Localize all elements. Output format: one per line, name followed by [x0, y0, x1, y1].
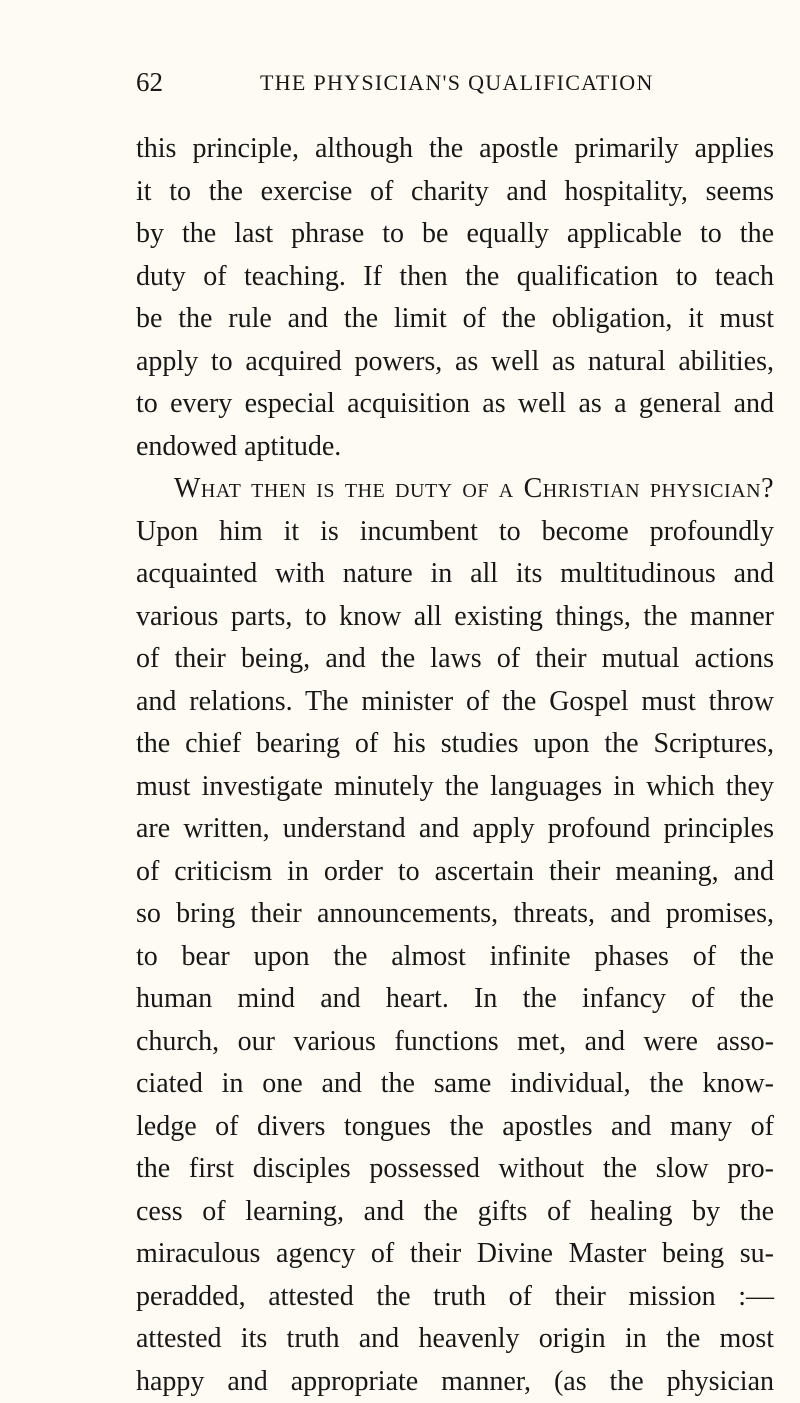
- text-line: attested its truth and heavenly origin in the most: [136, 1318, 774, 1361]
- text-line: this principle, although the apostle primarily applies: [136, 128, 774, 171]
- text-line: duty of teaching. If then the qualification to teach: [136, 256, 774, 299]
- text-line: Upon him it is incumbent to become profoundly: [136, 511, 774, 554]
- text-line: to every especial acquisition as well as a general and: [136, 383, 774, 426]
- text-line: acquainted with nature in all its multitudinous and: [136, 553, 774, 596]
- body-text: [136, 128, 774, 1403]
- text-line: of criticism in order to ascertain their meaning, and: [136, 851, 774, 894]
- text-line: happy and appropriate manner, (as the physician: [136, 1361, 774, 1403]
- text-line: ledge of divers tongues the apostles and many of: [136, 1106, 774, 1149]
- text-line: various parts, to know all existing things, the manner: [136, 596, 774, 639]
- text-line: of their being, and the laws of their mutual actions: [136, 638, 774, 681]
- text-line: be the rule and the limit of the obligation, it must: [136, 298, 774, 341]
- text-line: ciated in one and the same individual, the know-: [136, 1063, 774, 1106]
- text-line: the first disciples possessed without the slow pro-: [136, 1148, 774, 1191]
- text-line: miraculous agency of their Divine Master being su-: [136, 1233, 774, 1276]
- text-line: human mind and heart. In the infancy of the: [136, 978, 774, 1021]
- text-line: must investigate minutely the languages in which they: [136, 766, 774, 809]
- section-heading: What then is the duty of a Christian physician?: [136, 468, 774, 511]
- page-number: 62: [136, 66, 163, 98]
- running-header: [136, 66, 796, 106]
- text-line: it to the exercise of charity and hospitality, seems: [136, 171, 774, 214]
- text-line: are written, understand and apply profound principles: [136, 808, 774, 851]
- text-line: cess of learning, and the gifts of healing by the: [136, 1191, 774, 1234]
- text-line: by the last phrase to be equally applicable to the: [136, 213, 774, 256]
- text-line: so bring their announcements, threats, and promises,: [136, 893, 774, 936]
- text-line: to bear upon the almost infinite phases of the: [136, 936, 774, 979]
- text-line: peradded, attested the truth of their mission :—: [136, 1276, 774, 1319]
- text-line: apply to acquired powers, as well as natural abilities,: [136, 341, 774, 384]
- text-line: endowed aptitude.: [136, 426, 774, 469]
- running-title: THE PHYSICIAN'S QUALIFICATION: [260, 68, 654, 98]
- text-line: the chief bearing of his studies upon the Scriptures,: [136, 723, 774, 766]
- text-line: and relations. The minister of the Gospel must throw: [136, 681, 774, 724]
- text-line: church, our various functions met, and were asso-: [136, 1021, 774, 1064]
